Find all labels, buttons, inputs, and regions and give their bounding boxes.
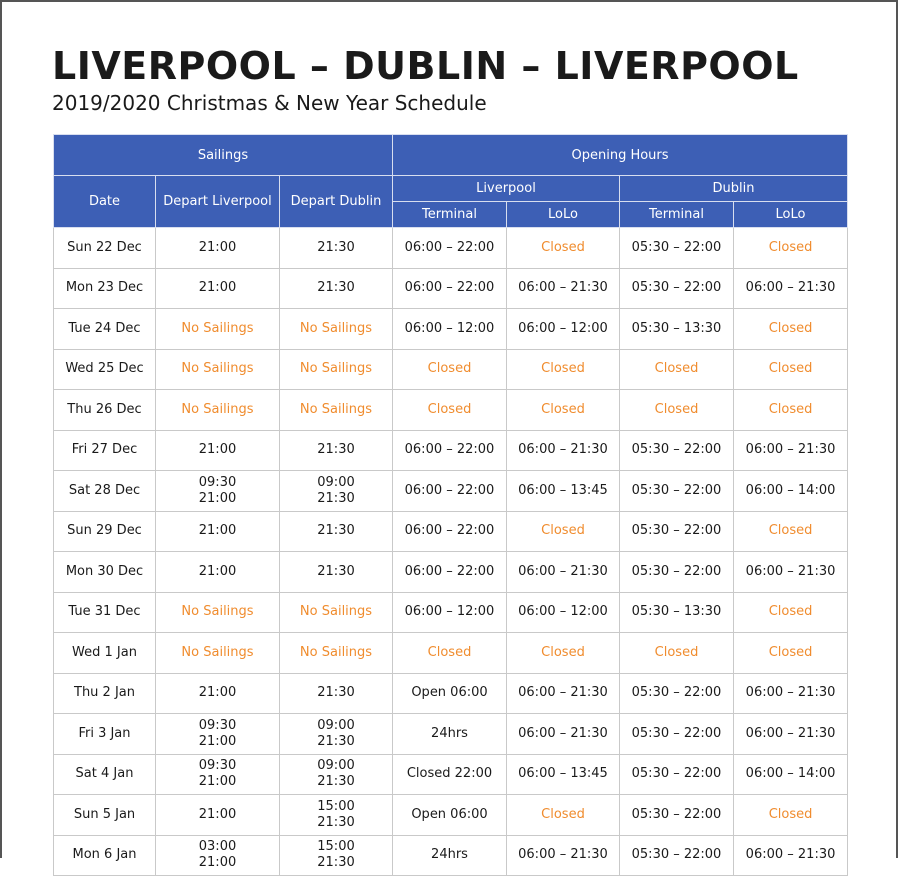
depart-dublin-cell: 21:30 <box>280 228 393 269</box>
sailings-header: Sailings <box>54 135 393 176</box>
liverpool-lolo-cell: Closed <box>507 511 620 552</box>
depart-liverpool-cell: 21:00 <box>156 228 280 269</box>
date-cell: Wed 1 Jan <box>54 633 156 674</box>
dublin-lolo-cell: Closed <box>734 309 848 350</box>
liverpool-lolo-cell: Closed <box>507 349 620 390</box>
dublin-lolo-cell: Closed <box>734 795 848 836</box>
table-row <box>54 754 848 795</box>
liverpool-terminal-cell: 06:00 – 22:00 <box>393 511 507 552</box>
depart-liverpool-cell: No Sailings <box>156 633 280 674</box>
table-row <box>54 430 848 471</box>
table-row <box>54 592 848 633</box>
date-cell: Sun 5 Jan <box>54 795 156 836</box>
depart-dublin-cell: 21:30 <box>280 511 393 552</box>
liverpool-terminal-cell: Closed <box>393 349 507 390</box>
table-row <box>54 471 848 512</box>
dublin-terminal-cell: 05:30 – 22:00 <box>620 430 734 471</box>
liverpool-lolo-cell: 06:00 – 13:45 <box>507 754 620 795</box>
date-cell: Sun 29 Dec <box>54 511 156 552</box>
depart-dublin-cell: 09:00 21:30 <box>280 471 393 512</box>
table-row <box>54 268 848 309</box>
liverpool-terminal-cell: Open 06:00 <box>393 673 507 714</box>
depart-dublin-cell: 09:00 21:30 <box>280 714 393 755</box>
liverpool-terminal-cell: 06:00 – 22:00 <box>393 268 507 309</box>
depart-liverpool-cell: 09:30 21:00 <box>156 471 280 512</box>
liverpool-lolo-header: LoLo <box>507 202 620 228</box>
dublin-lolo-cell: Closed <box>734 228 848 269</box>
dublin-terminal-cell: 05:30 – 22:00 <box>620 835 734 876</box>
depart-liverpool-cell: 09:30 21:00 <box>156 714 280 755</box>
depart-liverpool-cell: 09:30 21:00 <box>156 754 280 795</box>
table-row <box>54 228 848 269</box>
liverpool-terminal-cell: 06:00 – 12:00 <box>393 592 507 633</box>
liverpool-lolo-cell: 06:00 – 21:30 <box>507 268 620 309</box>
depart-dublin-cell: 21:30 <box>280 552 393 593</box>
depart-liverpool-cell: 21:00 <box>156 511 280 552</box>
liverpool-lolo-cell: 06:00 – 13:45 <box>507 471 620 512</box>
date-cell: Wed 25 Dec <box>54 349 156 390</box>
date-cell: Sun 22 Dec <box>54 228 156 269</box>
page-subtitle: 2019/2020 Christmas & New Year Schedule <box>52 91 487 115</box>
dublin-lolo-cell: Closed <box>734 592 848 633</box>
liverpool-terminal-cell: 06:00 – 22:00 <box>393 430 507 471</box>
depart-liverpool-cell: 21:00 <box>156 268 280 309</box>
depart-dublin-cell: 21:30 <box>280 673 393 714</box>
dublin-terminal-cell: 05:30 – 22:00 <box>620 795 734 836</box>
page-title: LIVERPOOL – DUBLIN – LIVERPOOL <box>52 44 799 88</box>
table-row <box>54 552 848 593</box>
dublin-lolo-cell: 06:00 – 21:30 <box>734 268 848 309</box>
depart-dublin-cell: 09:00 21:30 <box>280 754 393 795</box>
page-border <box>0 0 2 858</box>
depart-liverpool-cell: 21:00 <box>156 673 280 714</box>
dublin-lolo-cell: 06:00 – 21:30 <box>734 835 848 876</box>
liverpool-lolo-cell: 06:00 – 21:30 <box>507 552 620 593</box>
depart-dublin-cell: No Sailings <box>280 309 393 350</box>
depart-dublin-cell: 15:00 21:30 <box>280 835 393 876</box>
dublin-terminal-cell: Closed <box>620 633 734 674</box>
depart-liverpool-cell: No Sailings <box>156 349 280 390</box>
dublin-terminal-cell: 05:30 – 22:00 <box>620 228 734 269</box>
liverpool-lolo-cell: Closed <box>507 633 620 674</box>
depart-dublin-cell: No Sailings <box>280 390 393 431</box>
dublin-lolo-cell: 06:00 – 21:30 <box>734 714 848 755</box>
date-header: Date <box>54 176 156 228</box>
schedule-table <box>53 134 848 876</box>
depart-dublin-header: Depart Dublin <box>280 176 393 228</box>
liverpool-terminal-header: Terminal <box>393 202 507 228</box>
depart-liverpool-cell: 21:00 <box>156 552 280 593</box>
table-row <box>54 309 848 350</box>
date-cell: Tue 31 Dec <box>54 592 156 633</box>
date-cell: Fri 3 Jan <box>54 714 156 755</box>
dublin-lolo-cell: 06:00 – 14:00 <box>734 471 848 512</box>
depart-liverpool-cell: No Sailings <box>156 592 280 633</box>
dublin-terminal-cell: 05:30 – 13:30 <box>620 309 734 350</box>
depart-liverpool-cell: 03:00 21:00 <box>156 835 280 876</box>
date-cell: Mon 23 Dec <box>54 268 156 309</box>
depart-dublin-cell: 15:00 21:30 <box>280 795 393 836</box>
date-cell: Tue 24 Dec <box>54 309 156 350</box>
dublin-terminal-cell: 05:30 – 22:00 <box>620 714 734 755</box>
table-row <box>54 714 848 755</box>
dublin-header: Dublin <box>620 176 848 202</box>
liverpool-lolo-cell: 06:00 – 12:00 <box>507 592 620 633</box>
dublin-lolo-cell: Closed <box>734 349 848 390</box>
page-border <box>0 0 898 2</box>
liverpool-terminal-cell: Closed <box>393 390 507 431</box>
liverpool-terminal-cell: 06:00 – 22:00 <box>393 228 507 269</box>
liverpool-terminal-cell: 24hrs <box>393 714 507 755</box>
table-row <box>54 673 848 714</box>
liverpool-lolo-cell: Closed <box>507 390 620 431</box>
depart-liverpool-cell: No Sailings <box>156 309 280 350</box>
liverpool-terminal-cell: 06:00 – 22:00 <box>393 552 507 593</box>
depart-liverpool-cell: No Sailings <box>156 390 280 431</box>
liverpool-lolo-cell: Closed <box>507 228 620 269</box>
dublin-terminal-cell: 05:30 – 22:00 <box>620 471 734 512</box>
depart-liverpool-cell: 21:00 <box>156 430 280 471</box>
liverpool-header: Liverpool <box>393 176 620 202</box>
dublin-terminal-cell: 05:30 – 22:00 <box>620 754 734 795</box>
depart-dublin-cell: 21:30 <box>280 268 393 309</box>
liverpool-terminal-cell: 24hrs <box>393 835 507 876</box>
table-row <box>54 633 848 674</box>
dublin-lolo-cell: 06:00 – 21:30 <box>734 673 848 714</box>
dublin-terminal-cell: 05:30 – 13:30 <box>620 592 734 633</box>
depart-dublin-cell: No Sailings <box>280 592 393 633</box>
dublin-lolo-cell: 06:00 – 21:30 <box>734 552 848 593</box>
date-cell: Sat 28 Dec <box>54 471 156 512</box>
date-cell: Mon 30 Dec <box>54 552 156 593</box>
depart-dublin-cell: No Sailings <box>280 633 393 674</box>
liverpool-terminal-cell: 06:00 – 12:00 <box>393 309 507 350</box>
dublin-lolo-header: LoLo <box>734 202 848 228</box>
dublin-lolo-cell: Closed <box>734 633 848 674</box>
liverpool-lolo-cell: 06:00 – 12:00 <box>507 309 620 350</box>
table-row <box>54 349 848 390</box>
liverpool-terminal-cell: Closed <box>393 633 507 674</box>
table-row <box>54 511 848 552</box>
date-cell: Mon 6 Jan <box>54 835 156 876</box>
liverpool-terminal-cell: Closed 22:00 <box>393 754 507 795</box>
depart-liverpool-cell: 21:00 <box>156 795 280 836</box>
dublin-lolo-cell: 06:00 – 14:00 <box>734 754 848 795</box>
dublin-lolo-cell: Closed <box>734 390 848 431</box>
dublin-terminal-cell: Closed <box>620 349 734 390</box>
dublin-lolo-cell: Closed <box>734 511 848 552</box>
liverpool-lolo-cell: Closed <box>507 795 620 836</box>
date-cell: Sat 4 Jan <box>54 754 156 795</box>
schedule-body <box>54 228 848 876</box>
depart-liverpool-header: Depart Liverpool <box>156 176 280 228</box>
depart-dublin-cell: 21:30 <box>280 430 393 471</box>
dublin-terminal-cell: 05:30 – 22:00 <box>620 511 734 552</box>
date-cell: Thu 2 Jan <box>54 673 156 714</box>
dublin-terminal-cell: 05:30 – 22:00 <box>620 552 734 593</box>
depart-dublin-cell: No Sailings <box>280 349 393 390</box>
dublin-terminal-header: Terminal <box>620 202 734 228</box>
liverpool-terminal-cell: 06:00 – 22:00 <box>393 471 507 512</box>
dublin-terminal-cell: Closed <box>620 390 734 431</box>
dublin-terminal-cell: 05:30 – 22:00 <box>620 673 734 714</box>
table-row <box>54 795 848 836</box>
table-row <box>54 390 848 431</box>
date-cell: Fri 27 Dec <box>54 430 156 471</box>
dublin-lolo-cell: 06:00 – 21:30 <box>734 430 848 471</box>
dublin-terminal-cell: 05:30 – 22:00 <box>620 268 734 309</box>
liverpool-terminal-cell: Open 06:00 <box>393 795 507 836</box>
liverpool-lolo-cell: 06:00 – 21:30 <box>507 835 620 876</box>
opening-hours-header: Opening Hours <box>393 135 848 176</box>
date-cell: Thu 26 Dec <box>54 390 156 431</box>
liverpool-lolo-cell: 06:00 – 21:30 <box>507 430 620 471</box>
liverpool-lolo-cell: 06:00 – 21:30 <box>507 673 620 714</box>
liverpool-lolo-cell: 06:00 – 21:30 <box>507 714 620 755</box>
table-row <box>54 835 848 876</box>
